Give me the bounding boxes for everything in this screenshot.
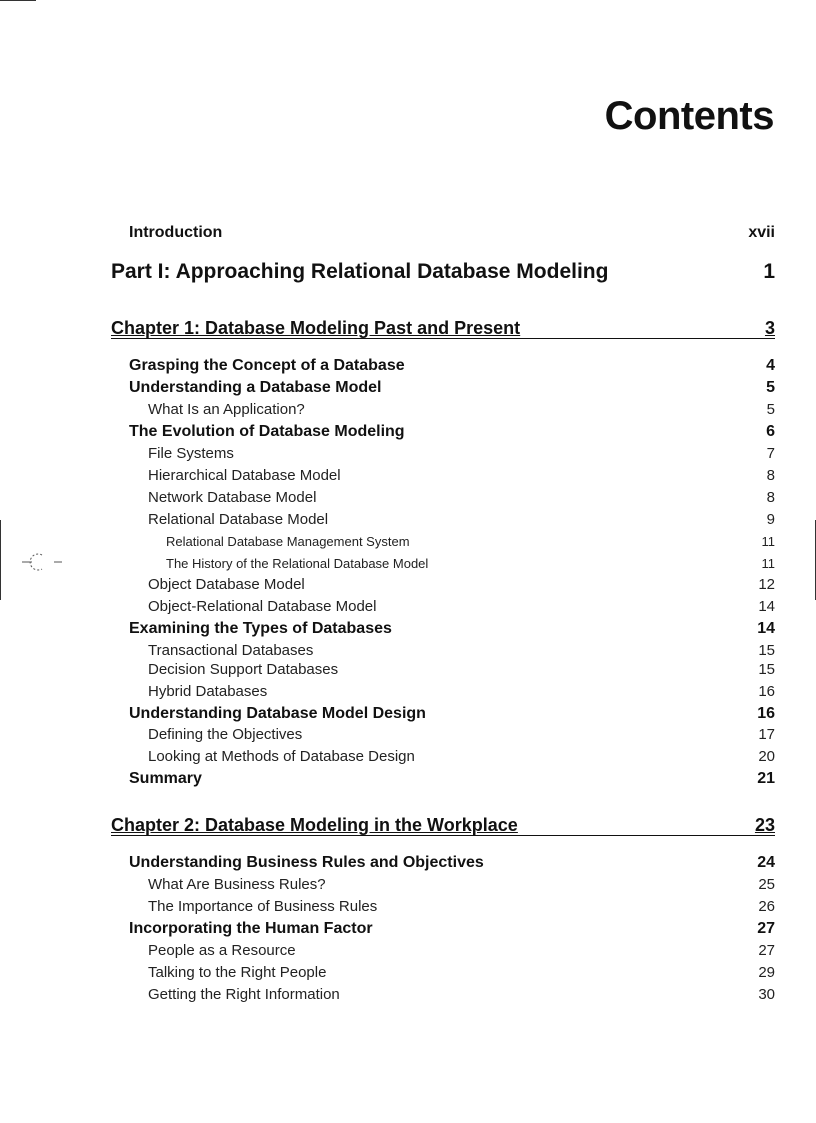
toc-subsection[interactable] <box>111 661 775 678</box>
toc-entry-title: Understanding Business Rules and Objectives <box>129 854 484 871</box>
toc-entry-page: 7 <box>766 445 775 462</box>
toc-entry-page: 27 <box>757 920 775 937</box>
toc-entry-title: Hierarchical Database Model <box>148 467 341 484</box>
toc-entry-title: Introduction <box>129 224 223 241</box>
toc-subsection[interactable] <box>111 942 775 959</box>
toc-entry-title: Chapter 1: Database Modeling Past and Present <box>111 318 521 338</box>
toc-entry-page: 16 <box>758 683 775 700</box>
toc-entry-title: Talking to the Right People <box>148 964 327 981</box>
toc-subsection[interactable] <box>111 683 775 700</box>
toc-entry-page: 29 <box>758 964 775 981</box>
crop-mark-top <box>0 0 36 1</box>
toc-subsection[interactable] <box>111 964 775 981</box>
toc-entry-page: 15 <box>758 642 775 659</box>
toc-entry-page: 6 <box>766 423 775 440</box>
toc-entry-title: Getting the Right Information <box>148 986 340 1003</box>
toc-subsection[interactable] <box>111 489 775 506</box>
toc-section[interactable] <box>111 854 775 872</box>
toc-entry-title: Decision Support Databases <box>148 661 339 678</box>
toc-entry-title: Chapter 2: Database Modeling in the Workplace <box>111 815 518 835</box>
toc-subsection[interactable] <box>111 986 775 1003</box>
toc-entry-title: People as a Resource <box>148 942 296 959</box>
toc-subsection[interactable] <box>111 642 775 659</box>
toc-entry-page: 30 <box>758 986 775 1003</box>
toc-entry-page: 5 <box>766 379 775 396</box>
toc-entry-title: Defining the Objectives <box>148 726 303 743</box>
toc-entry-page: 12 <box>758 576 775 593</box>
toc-subsection[interactable] <box>111 876 775 893</box>
toc-entry-page: 27 <box>758 942 775 959</box>
toc-entry-title: Understanding a Database Model <box>129 379 382 396</box>
toc-entry-page: 26 <box>758 898 775 915</box>
toc-section[interactable] <box>111 379 775 397</box>
toc-entry-title: Transactional Databases <box>148 642 314 659</box>
toc-entry-title: Object-Relational Database Model <box>148 598 377 615</box>
toc-entry-page: 17 <box>758 726 775 743</box>
toc-entry-page: 1 <box>763 260 775 283</box>
toc-entry-title: Relational Database Model <box>148 511 329 528</box>
toc-entry-title: Understanding Database Model Design <box>129 705 426 722</box>
toc-entry-title: Incorporating the Human Factor <box>129 920 373 937</box>
toc-entry-title: The Evolution of Database Modeling <box>129 423 405 440</box>
toc-subsection[interactable] <box>111 898 775 915</box>
toc-section[interactable] <box>111 770 775 788</box>
toc-section[interactable] <box>111 920 775 938</box>
toc-subsection[interactable] <box>111 748 775 765</box>
toc-entry-title: Summary <box>129 770 202 787</box>
toc-entry-page: 14 <box>757 620 775 637</box>
toc-section[interactable] <box>111 357 775 375</box>
toc-entry-page: 23 <box>754 815 775 835</box>
toc-subsection[interactable] <box>111 445 775 462</box>
toc-entry-title: Looking at Methods of Database Design <box>148 748 415 765</box>
toc-entry-title: The Importance of Business Rules <box>148 898 378 915</box>
toc-entry-page: 11 <box>761 534 775 549</box>
toc-subsection[interactable] <box>111 598 775 615</box>
toc-subsection[interactable] <box>111 726 775 743</box>
toc-section[interactable] <box>111 423 775 441</box>
toc-entry-title: Object Database Model <box>148 576 305 593</box>
toc-entry-page: 21 <box>757 770 775 787</box>
toc-entry-title: The History of the Relational Database Model <box>166 556 429 571</box>
toc-entry-page: 16 <box>757 705 775 722</box>
toc-entry-title: What Are Business Rules? <box>148 876 326 893</box>
toc-entry-page: 20 <box>758 748 775 765</box>
toc-entry-page: 8 <box>766 489 775 506</box>
toc-entry-title: Part I: Approaching Relational Database Modeling <box>111 260 609 283</box>
toc-section[interactable] <box>111 620 775 638</box>
toc-entry-page: 11 <box>761 556 775 571</box>
toc-subsection[interactable] <box>111 511 775 528</box>
toc-entry-page: 9 <box>766 511 775 528</box>
page-title: Contents <box>604 94 774 138</box>
toc-subsection[interactable] <box>111 401 775 418</box>
toc-entry-page: xvii <box>748 224 775 241</box>
toc-entry-title: File Systems <box>148 445 234 462</box>
toc-entry-page: 4 <box>766 357 775 374</box>
registration-mark-icon <box>22 550 66 574</box>
toc-entry-page: 14 <box>758 598 775 615</box>
toc-entry-page: 25 <box>758 876 775 893</box>
toc-chapter-heading[interactable] <box>111 319 775 339</box>
toc-section[interactable] <box>111 705 775 723</box>
toc-entry-title: Grasping the Concept of a Database <box>129 357 405 374</box>
toc-entry-page: 24 <box>757 854 775 871</box>
toc-subsubsection[interactable] <box>111 556 775 571</box>
toc-entry-title: Hybrid Databases <box>148 683 268 700</box>
toc-entry-title: Relational Database Management System <box>166 534 410 549</box>
toc-part-heading[interactable] <box>111 260 775 284</box>
toc-subsection[interactable] <box>111 467 775 484</box>
crop-mark-left <box>0 520 1 600</box>
toc-entry-title: Network Database Model <box>148 489 317 506</box>
toc-entry-title: Examining the Types of Databases <box>129 620 392 637</box>
toc-entry-page: 15 <box>758 661 775 678</box>
toc-subsubsection[interactable] <box>111 534 775 549</box>
toc-entry-introduction[interactable] <box>111 224 775 242</box>
toc-chapter-heading[interactable] <box>111 816 775 836</box>
toc-subsection[interactable] <box>111 576 775 593</box>
toc-entry-page: 8 <box>766 467 775 484</box>
toc-entry-title: What Is an Application? <box>148 401 305 418</box>
toc-entry-page: 3 <box>764 318 775 338</box>
toc-entry-page: 5 <box>766 401 775 418</box>
